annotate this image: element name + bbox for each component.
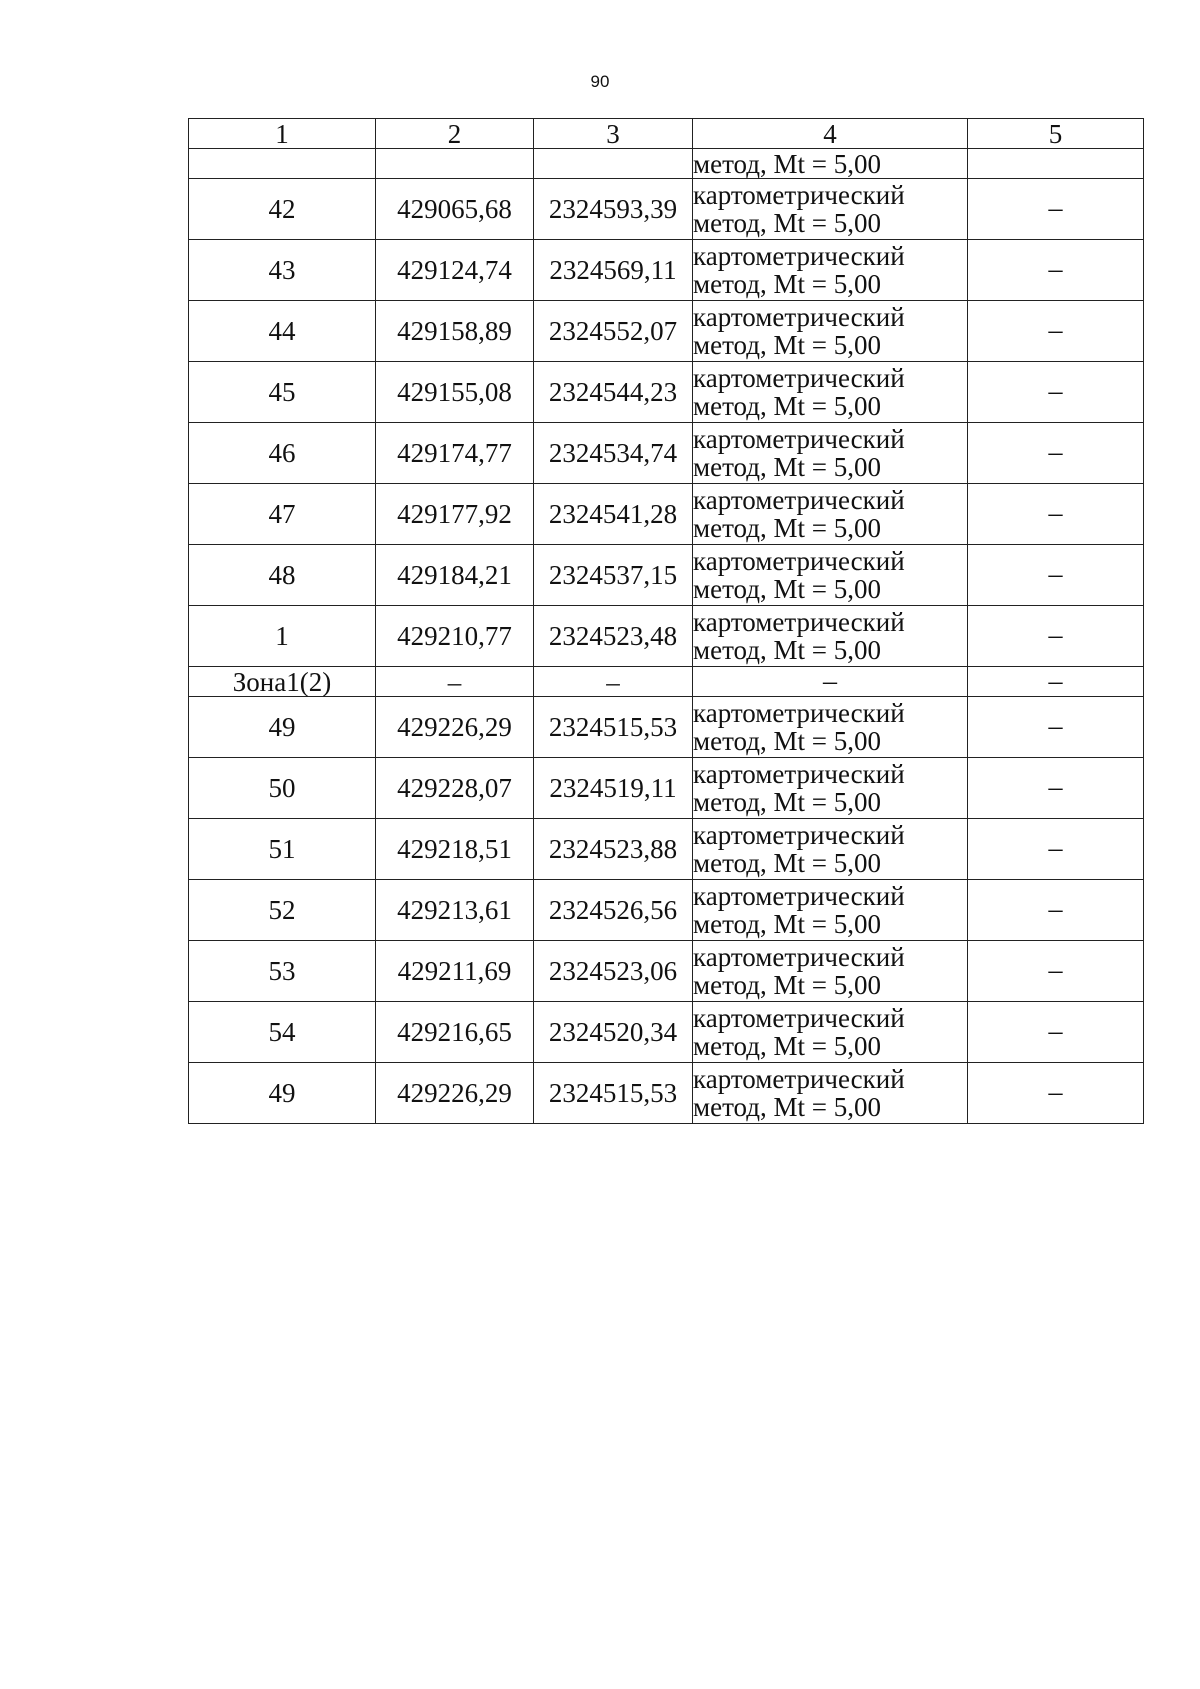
cell-method [693,1063,968,1124]
method-line-1: картометрический [693,607,905,637]
cell-method [693,423,968,484]
table-row [189,484,1144,545]
cell-number: 43 [189,240,376,301]
header-col-1: 1 [189,119,376,149]
cell-extra: – [968,484,1144,545]
method-line-2: метод, Mt = 5,00 [693,452,881,482]
cell-x: – [376,667,534,697]
cell-y: 2324526,56 [534,880,693,941]
table-row-continuation [189,149,1144,179]
cell-number: 42 [189,179,376,240]
cell-y: 2324593,39 [534,179,693,240]
cell-y [534,149,693,179]
table-row [189,819,1144,880]
header-col-5: 5 [968,119,1144,149]
cell-x: 429211,69 [376,941,534,1002]
cell-x: 429177,92 [376,484,534,545]
table-header-row [189,119,1144,149]
cell-x: 429124,74 [376,240,534,301]
method-line-1: картометрический [693,546,905,576]
cell-method [693,179,968,240]
cell-x: 429065,68 [376,179,534,240]
method-line-2: метод, Mt = 5,00 [693,635,881,665]
method-line-2: метод, Mt = 5,00 [693,848,881,878]
cell-extra: – [968,423,1144,484]
table-row [189,545,1144,606]
cell-extra: – [968,362,1144,423]
method-line-2: метод, Mt = 5,00 [693,330,881,360]
cell-y: 2324523,88 [534,819,693,880]
cell-extra: – [968,179,1144,240]
cell-x: 429155,08 [376,362,534,423]
cell-extra: – [968,758,1144,819]
table-row [189,301,1144,362]
cell-extra: – [968,545,1144,606]
method-line-1: картометрический [693,1064,905,1094]
cell-number: 47 [189,484,376,545]
cell-x: 429158,89 [376,301,534,362]
cell-method [693,1002,968,1063]
cell-number [189,149,376,179]
cell-y: 2324515,53 [534,1063,693,1124]
method-line-1: картометрический [693,302,905,332]
cell-y: 2324552,07 [534,301,693,362]
method-line-1: картометрический [693,485,905,515]
method-line-1: картометрический [693,180,905,210]
cell-x [376,149,534,179]
method-line-1: картометрический [693,820,905,850]
method-line-2: метод, Mt = 5,00 [693,726,881,756]
cell-method [693,819,968,880]
cell-method [693,880,968,941]
cell-method [693,545,968,606]
cell-y: 2324544,23 [534,362,693,423]
cell-extra: – [968,697,1144,758]
table-row [189,1002,1144,1063]
cell-method [693,484,968,545]
table-row [189,179,1144,240]
cell-method [693,240,968,301]
method-line-2: метод, Mt = 5,00 [693,513,881,543]
cell-method [693,758,968,819]
method-line-1: картометрический [693,942,905,972]
cell-number: 50 [189,758,376,819]
cell-number: 51 [189,819,376,880]
cell-extra: – [968,819,1144,880]
table-row [189,423,1144,484]
cell-y: 2324569,11 [534,240,693,301]
cell-number: 48 [189,545,376,606]
method-line-2: метод, Mt = 5,00 [693,787,881,817]
page-number: 90 [590,72,610,91]
cell-method: – [693,667,968,697]
table-row [189,758,1144,819]
cell-x: 429226,29 [376,697,534,758]
cell-x: 429213,61 [376,880,534,941]
table-row [189,240,1144,301]
cell-extra: – [968,880,1144,941]
cell-method [693,697,968,758]
cell-method [693,941,968,1002]
cell-zone-label: Зона1(2) [189,667,376,697]
method-line-2: метод, Mt = 5,00 [693,391,881,421]
coordinates-table [188,118,1144,1124]
cell-y: 2324519,11 [534,758,693,819]
method-line-2: метод, Mt = 5,00 [693,909,881,939]
method-line-1: картометрический [693,698,905,728]
cell-number: 52 [189,880,376,941]
cell-y: 2324515,53 [534,697,693,758]
method-line-2: метод, Mt = 5,00 [693,1031,881,1061]
cell-y: 2324520,34 [534,1002,693,1063]
cell-x: 429216,65 [376,1002,534,1063]
cell-y: 2324541,28 [534,484,693,545]
cell-number: 44 [189,301,376,362]
method-line-1: картометрический [693,424,905,454]
cell-y: 2324523,48 [534,606,693,667]
table-body [189,149,1144,179]
cell-y: 2324537,15 [534,545,693,606]
cell-y: 2324523,06 [534,941,693,1002]
cell-number: 54 [189,1002,376,1063]
cell-extra: – [968,606,1144,667]
cell-number: 46 [189,423,376,484]
cell-extra: – [968,301,1144,362]
table-body-points [189,179,1144,667]
cell-y: – [534,667,693,697]
table-row [189,697,1144,758]
cell-y: 2324534,74 [534,423,693,484]
method-line-2: метод, Mt = 5,00 [693,208,881,238]
cell-x: 429228,07 [376,758,534,819]
method-line-1: картометрический [693,1003,905,1033]
cell-number: 45 [189,362,376,423]
cell-x: 429226,29 [376,1063,534,1124]
cell-number: 1 [189,606,376,667]
method-line-1: картометрический [693,759,905,789]
cell-extra [968,149,1144,179]
cell-method [693,301,968,362]
table-row-zone [189,667,1144,697]
method-line-1: картометрический [693,881,905,911]
cell-extra: – [968,240,1144,301]
cell-extra: – [968,941,1144,1002]
cell-method: метод, Mt = 5,00 [693,149,968,179]
table-row [189,606,1144,667]
cell-extra: – [968,667,1144,697]
method-line-1: картометрический [693,363,905,393]
cell-x: 429210,77 [376,606,534,667]
method-line-1: картометрический [693,241,905,271]
table-row [189,880,1144,941]
header-col-4: 4 [693,119,968,149]
method-line-2: метод, Mt = 5,00 [693,970,881,1000]
cell-method [693,362,968,423]
table-row [189,362,1144,423]
table-row [189,1063,1144,1124]
cell-number: 53 [189,941,376,1002]
cell-extra: – [968,1063,1144,1124]
method-line-2: метод, Mt = 5,00 [693,1092,881,1122]
header-col-3: 3 [534,119,693,149]
cell-x: 429184,21 [376,545,534,606]
table-body-points-zone [189,697,1144,1124]
cell-method [693,606,968,667]
cell-extra: – [968,1002,1144,1063]
header-col-2: 2 [376,119,534,149]
cell-x: 429218,51 [376,819,534,880]
cell-number: 49 [189,697,376,758]
table-row [189,941,1144,1002]
cell-number: 49 [189,1063,376,1124]
method-line-2: метод, Mt = 5,00 [693,269,881,299]
cell-x: 429174,77 [376,423,534,484]
table-body-zone [189,667,1144,697]
method-line-2: метод, Mt = 5,00 [693,574,881,604]
